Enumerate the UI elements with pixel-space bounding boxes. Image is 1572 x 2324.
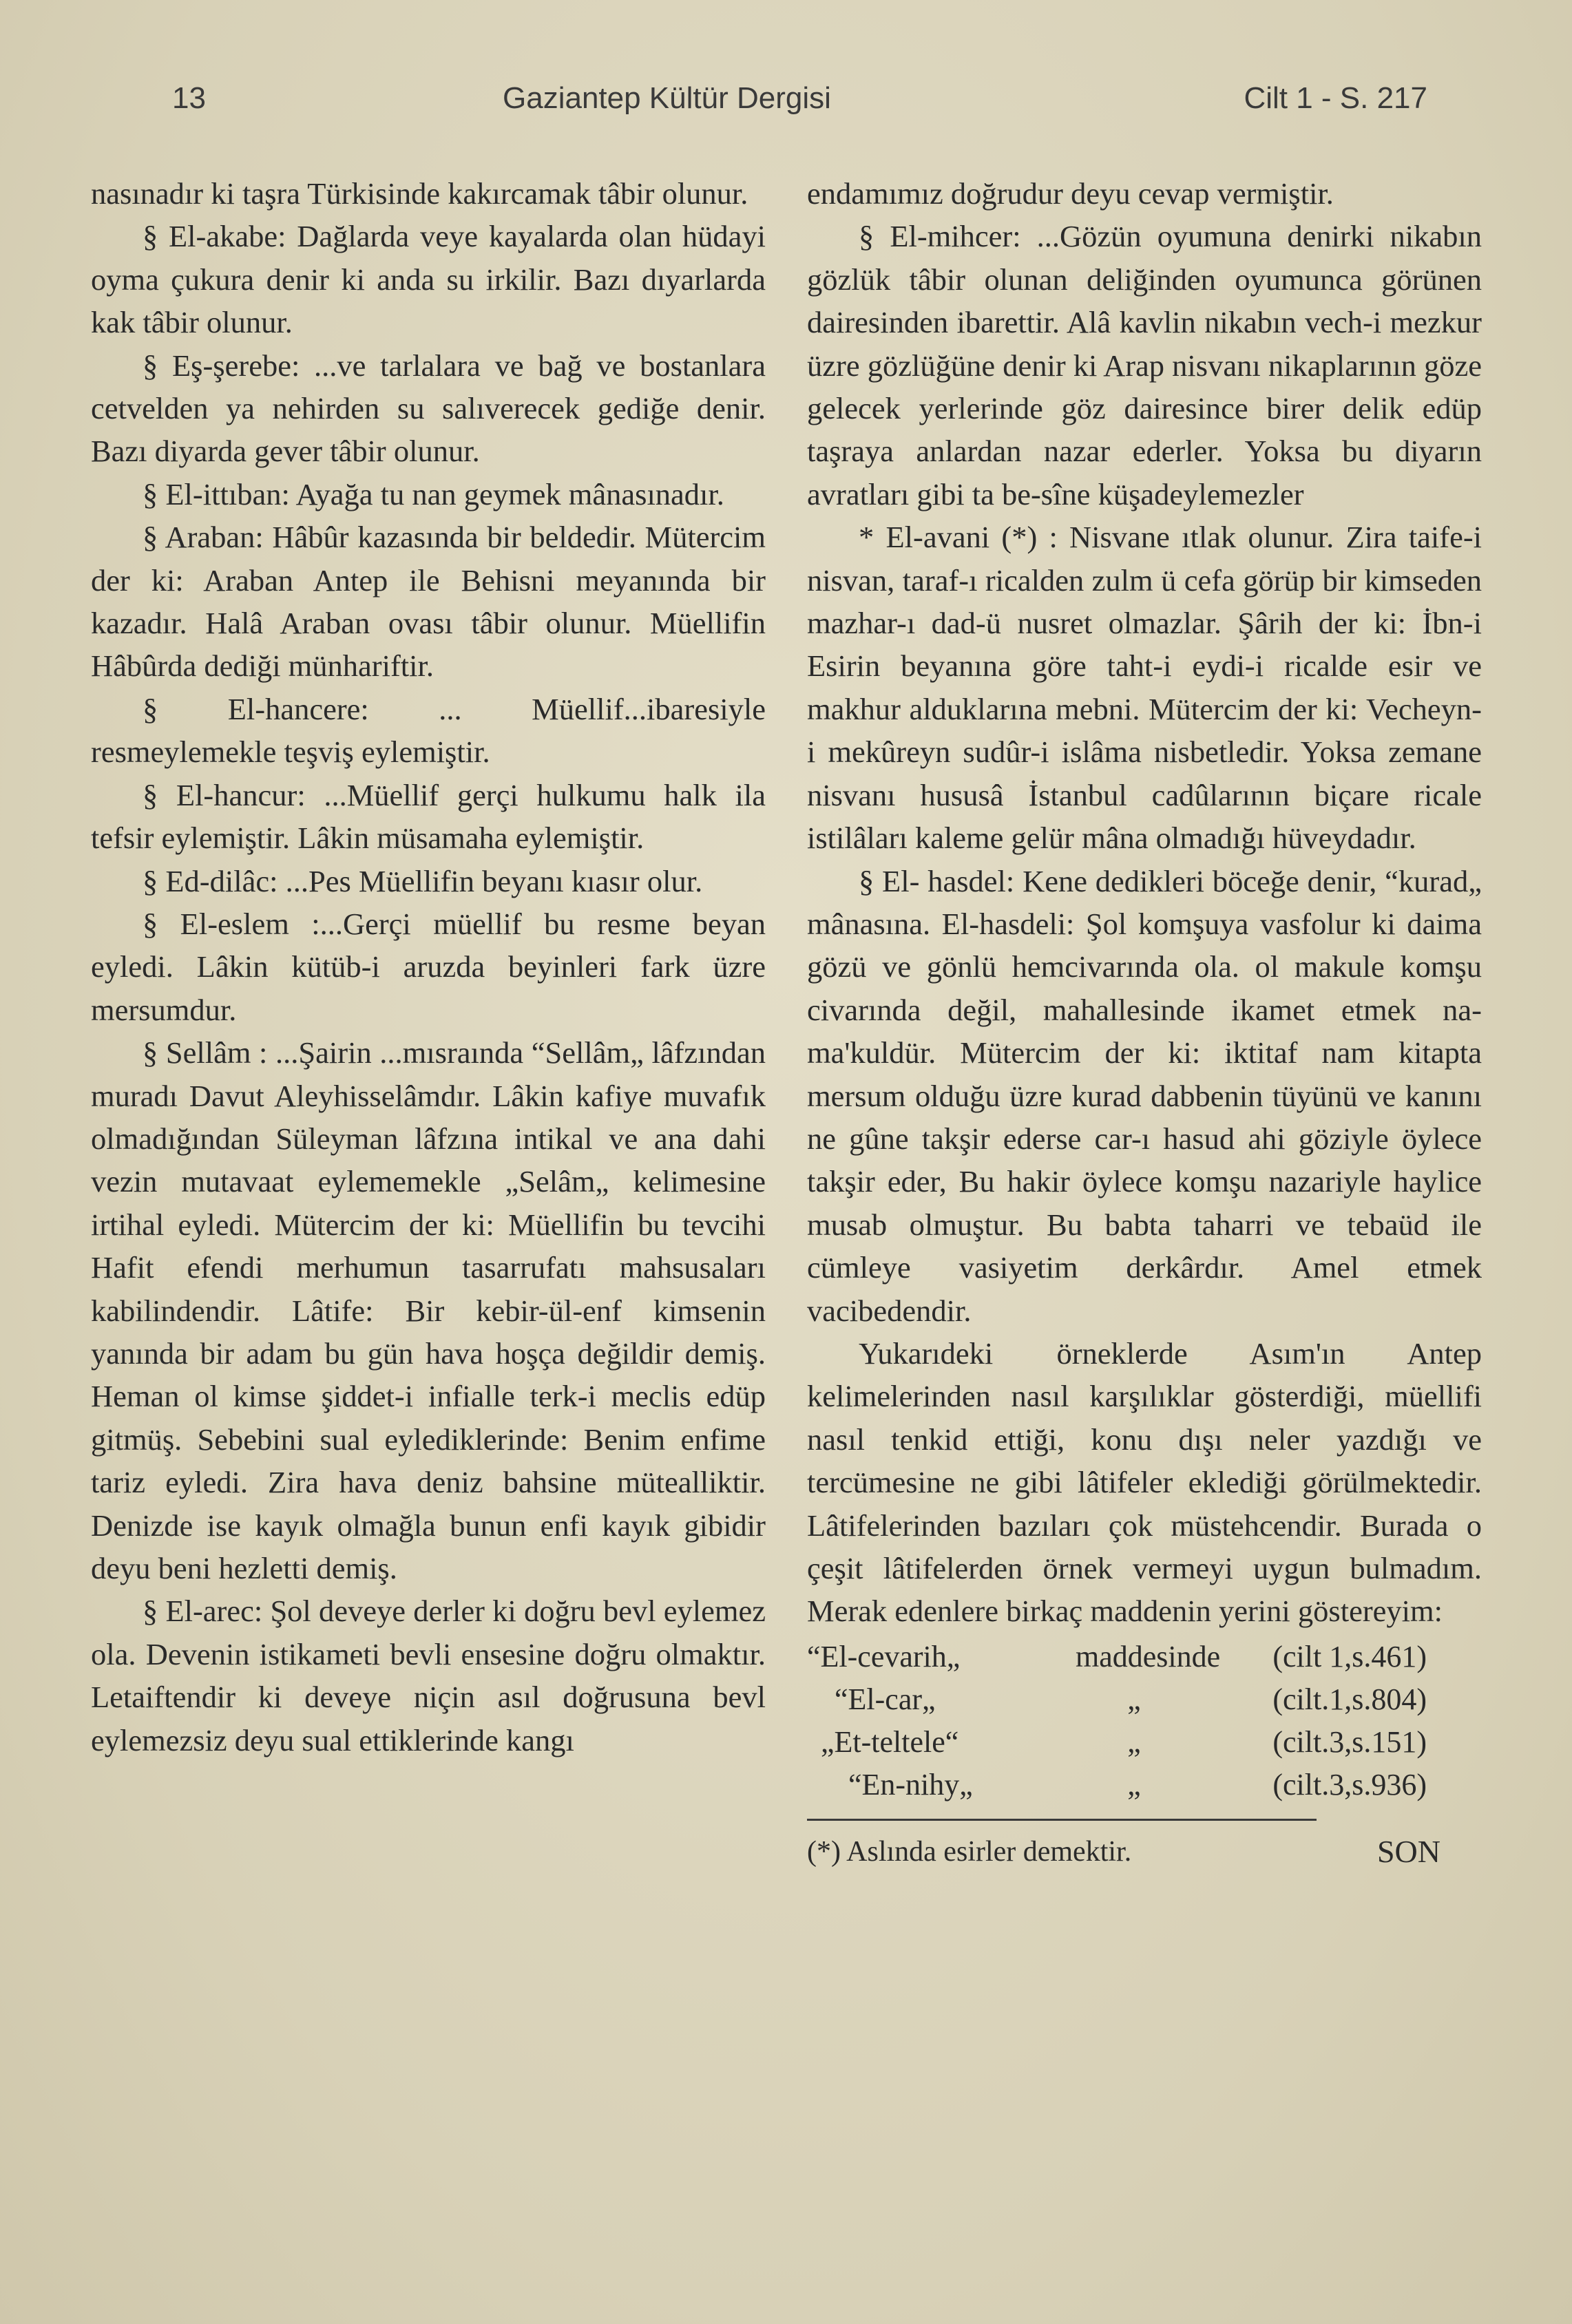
reference-mark: „ xyxy=(1127,1767,1141,1802)
entry-el-avani: * El-avani (*) : Nisvane ıtlak olunur. Zira taife-i nisvan, taraf-ı ricalden zulm ü cefa görüp bir kimseden mazhar-ı dad-ü nusret olmazlar. Şârih der ki: İbn-i Esirin beyanına göre taht-i eydi-i ricalde esir ve makhur alduklarına mebni. Mütercim der ki: Vecheyn-i mekûreyn sudûr-i islâma nisbetledir. Yoksa zemane nisvanı hususâ İstanbul cadûlarının biçare ricale istilâları kaleme gelür mâna olmadığı hüveydadır. xyxy=(807,520,1482,856)
entry-es-serebe: § Eş-şerebe: ...ve tarlalara ve bağ ve bostanlara cetvelden ya nehirden su salıverecek gediğe denir. Bazı diyarda gever tâbir olunur. xyxy=(91,348,766,469)
reference-row xyxy=(807,1678,1427,1721)
footnote: (*) Aslında esirler demektir. xyxy=(807,1835,1132,1868)
reference-mark: „ xyxy=(1127,1682,1141,1716)
entry-ed-dilac: § Ed-dilâc: ...Pes Müellifin beyanı kıasır olur. xyxy=(143,863,703,898)
reference-term: „Et-teltele“ xyxy=(821,1724,959,1759)
end-mark: SON xyxy=(1376,1833,1440,1869)
journal-title: Gaziantep Kültür Dergisi xyxy=(503,81,831,115)
entry-el-akabe: § El-akabe: Dağlarda veye kayalarda olan hüdayi oyma çukura denir ki anda su irkilir. Bazı dıyarlarda kak tâbir olunur. xyxy=(91,219,766,340)
reference-mark: maddesinde xyxy=(1076,1639,1221,1673)
entry-el-eslem: § El-eslem :...Gerçi müellif bu resme beyan eyledi. Lâkin kütüb-i aruzda beyinleri fark üzre mersumdur. xyxy=(91,906,766,1027)
reference-source: (cilt.3,s.151) xyxy=(1272,1724,1427,1759)
reference-source: (cilt.3,s.936) xyxy=(1272,1767,1427,1802)
entry-el-ittiban: § El-ittıban: Ayağa tu nan geymek mânasınadır. xyxy=(143,476,724,511)
footnote-area xyxy=(807,1830,1482,1873)
entry-el-hancur: § El-hancur: ...Müellif gerçi hulkumu halk ila tefsir eylemiştir. Lâkin müsamaha eylemiştir. xyxy=(91,777,766,856)
left-column xyxy=(91,172,766,1762)
entry-el-hancere: § El-hancere: ... Müellif...ibaresiyle resmeylemekle teşviş eylemiştir. xyxy=(91,691,766,770)
reference-mark: „ xyxy=(1127,1724,1141,1759)
entry-el-arec: § El-arec: Şol deveye derler ki doğru bevl eylemez ola. Devenin istikameti bevli ensesine doğru olmaktır. Letaiftendir ki deveye niçin asıl doğrusuna bevl eylemezsiz deyu sual ettiklerinde kangı xyxy=(91,1594,766,1757)
reference-row xyxy=(807,1636,1427,1678)
entry-araban: § Araban: Hâbûr kazasında bir beldedir. Mütercim der ki: Araban Antep ile Behisni meyanında bir kazadır. Halâ Araban ovası tâbir olunur. Müellifin Hâbûrda dediği münhariftir. xyxy=(91,520,766,684)
reference-row xyxy=(807,1764,1427,1806)
reference-term: “El-cevarih„ xyxy=(807,1639,961,1673)
right-column xyxy=(807,172,1482,1873)
entry-el-hasdel: § El- hasdel: Kene dedikleri böceğe denir, “kurad„ mânasına. El-hasdeli: Şol komşuya vasfolur ki daima gözü ve gönlü hemcivarında ola. ol makule komşu civarında değil, mahallesinde ikamet etmek na-ma'kuldür. Mütercim der ki: iktitaf nam kitapta mersum olduğu üzre kurad dabbenin tüyünü ve kanını ne gûne takşir ederse car-ı hasud ahi göziyle öylece takşir eder, Bu hakir öylece komşu nazariyle haylice musab olmuştur. Bu babta taharri ve tebaüd ile cümleye vasiyetim derkârdır. Amel etmek vacibedendir. xyxy=(807,863,1482,1328)
reference-row xyxy=(807,1721,1427,1764)
volume-issue: Cilt 1 - S. 217 xyxy=(1244,81,1427,115)
footnote-divider xyxy=(807,1819,1317,1821)
page-header xyxy=(172,81,1427,129)
reference-term: “En-nihy„ xyxy=(848,1767,973,1802)
reference-list xyxy=(807,1636,1427,1806)
entry-sellam: § Sellâm : ...Şairin ...mısraında “Sellâm„ lâfzından muradı Davut Aleyhisselâmdır. Lâkin kafiye muvafık olmadığından Süleyman lâfzına intikal ve ana dahi vezin mutavaat eylememekle „Selâm„ kelimesine irtihal eyledi. Mütercim der ki: Müellifin bu tevcihi Hafit efendi merhumun tasarrufatı mahsusaları kabilindendir. Lâtife: Bir kebir-ül-enf kimsenin yanında bir adam bu gün hava hoşça değildir demiş. Heman ol kimse şiddet-i infialle terk-i meclis edüp gitmüş. Sebebini sual eylediklerinde: Benim enfime tariz eyledi. Zira hava deniz bahsine mütealliktir. Denizde ise kayık olmağla bunun enfi kayık gibidir deyu beni hezletti demiş. xyxy=(91,1035,766,1585)
reference-source: (cilt 1,s.461) xyxy=(1272,1639,1427,1673)
page-number: 13 xyxy=(172,81,206,115)
entry-el-mihcer: § El-mihcer: ...Gözün oyumuna denirki nikabın gözlük tâbir olunan deliğinden oyumunca görünen dairesinden ibarettir. Alâ kavlin nikabın vech-i mezkur üzre gözlüğüne denir ki Arap nisvanı nikaplarının göze gelecek yerlerinde göz dairesince birer delik edüp taşraya anlardan nazar ederler. Yoksa bu diyarın avratları gibi ta be-sîne küşadeylemezler xyxy=(807,219,1482,511)
closing-paragraph: Yukarıdeki örneklerde Asım'ın Antep kelimelerinden nasıl karşılıklar gösterdiği, müellifi nasıl tenkid ettiği, konu dışı neler yazdığı ve tercümesine ne gibi lâtifeler eklediği görülmektedir. Lâtifelerinden bazıları çok müstehcendir. Burada o çeşit lâtifelerden örnek vermeyi uygun bulmadım. Merak edenlere birkaç maddenin yerini göstereyim: xyxy=(807,1335,1482,1629)
paragraph: endamımız doğrudur deyu cevap vermiştir. xyxy=(807,176,1334,211)
paragraph: nasınadır ki taşra Türkisinde kakırcamak tâbir olunur. xyxy=(91,176,748,211)
reference-term: “El-car„ xyxy=(835,1682,936,1716)
reference-source: (cilt.1,s.804) xyxy=(1272,1682,1427,1716)
